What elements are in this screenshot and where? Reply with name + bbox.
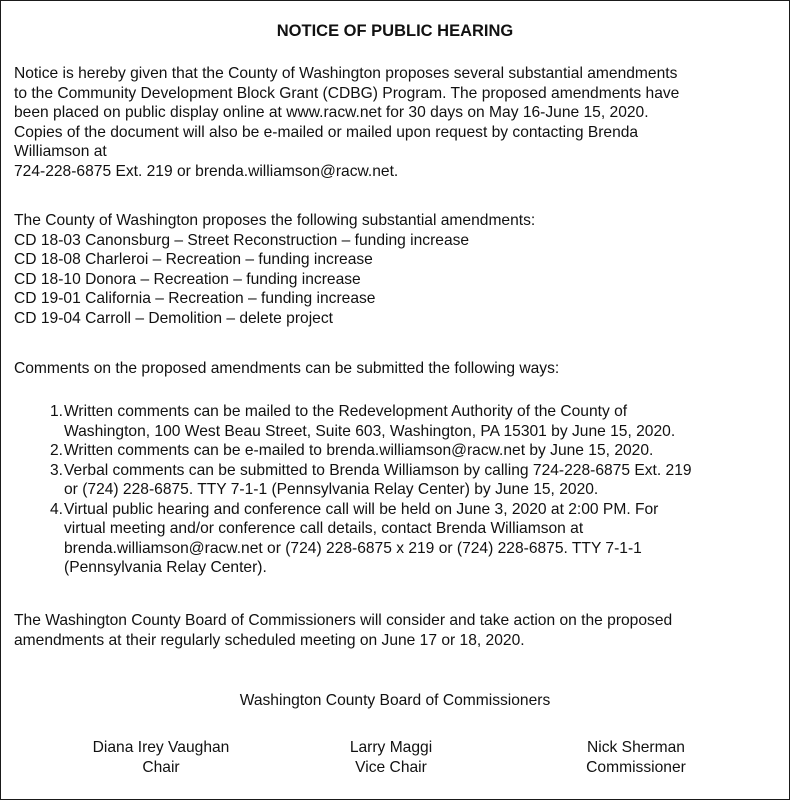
comment-method-line: Washington, 100 West Beau Street, Suite 603, Washington, PA 15301 by June 15, 2020.: [64, 422, 676, 440]
comment-method-item: [14, 500, 784, 578]
closing-paragraph: [14, 611, 784, 650]
signer-name: Larry Maggi: [349, 739, 433, 756]
amendment-item: CD 19-04 Carroll – Demolition – delete project: [14, 309, 333, 327]
intro-line: Copies of the document will also be e-mailed or mailed upon request by contacting Brenda: [14, 123, 639, 141]
amendments-heading: The County of Washington proposes the following substantial amendments:: [14, 212, 536, 229]
signer-name: Nick Sherman: [587, 739, 685, 756]
signer-role: Chair: [142, 758, 180, 776]
comment-method-line: Written comments can be e-mailed to brenda.williamson@racw.net by June 15, 2020.: [64, 442, 654, 459]
comments-intro: Comments on the proposed amendments can be submitted the following ways:: [14, 360, 560, 377]
comment-method-line: brenda.williamson@racw.net or (724) 228-6875 x 219 or (724) 228-6875. TTY 7-1-1: [64, 539, 642, 557]
amendment-item: CD 18-10 Donora – Recreation – funding increase: [14, 270, 361, 288]
amendments-section: [14, 211, 784, 328]
board-name: Washington County Board of Commissioners: [239, 692, 551, 709]
comment-method-item: [14, 402, 784, 441]
amendment-item: CD 19-01 California – Recreation – funding increase: [14, 290, 376, 307]
notice-title: NOTICE OF PUBLIC HEARING: [276, 22, 514, 40]
signer-block: [536, 738, 736, 777]
amendment-item: CD 18-08 Charleroi – Recreation – funding increase: [14, 251, 373, 268]
comment-method-line: or (724) 228-6875. TTY 7-1-1 (Pennsylvania Relay Center) by June 15, 2020.: [64, 481, 599, 498]
comment-method-item: [14, 461, 784, 500]
signer-role: Commissioner: [586, 758, 686, 776]
closing-line: The Washington County Board of Commissioners will consider and take action on the proposed: [14, 612, 673, 629]
comment-method-line: Virtual public hearing and conference call will be held on June 3, 2020 at 2:00 PM. For: [64, 500, 659, 518]
list-number: 4.: [50, 500, 64, 518]
comment-method-line: virtual meeting and/or conference call details, contact Brenda Williamson at: [64, 520, 584, 537]
intro-line: been placed on public display online at www.racw.net for 30 days on May 16-June 15, 2020.: [14, 104, 649, 121]
intro-line: 724-228-6875 Ext. 219 or brenda.williamson@racw.net.: [14, 162, 399, 180]
list-number: 1.: [50, 403, 64, 420]
signer-block: [301, 738, 481, 777]
comment-method-item: [14, 441, 784, 461]
amendment-item: CD 18-03 Canonsburg – Street Reconstruction – funding increase: [14, 231, 470, 249]
signer-block: [56, 738, 266, 777]
comment-method-line: Verbal comments can be submitted to Brenda Williamson by calling 724-228-6875 Ext. 219: [64, 461, 692, 479]
signer-name: Diana Irey Vaughan: [92, 739, 230, 756]
intro-line: to the Community Development Block Grant (CDBG) Program. The proposed amendments have: [14, 84, 680, 102]
intro-line: Notice is hereby given that the County of Washington proposes several substantial amendments: [14, 65, 678, 82]
signer-role: Vice Chair: [355, 758, 427, 776]
comment-method-line: Written comments can be mailed to the Redevelopment Authority of the County of: [64, 403, 628, 420]
comment-methods-list: [14, 402, 784, 578]
list-number: 3.: [50, 461, 64, 479]
closing-line: amendments at their regularly scheduled meeting on June 17 or 18, 2020.: [14, 631, 525, 649]
intro-line: Williamson at: [14, 143, 107, 160]
comment-method-line: (Pennsylvania Relay Center).: [64, 559, 267, 576]
intro-paragraph: [14, 64, 784, 181]
list-number: 2.: [50, 442, 64, 459]
